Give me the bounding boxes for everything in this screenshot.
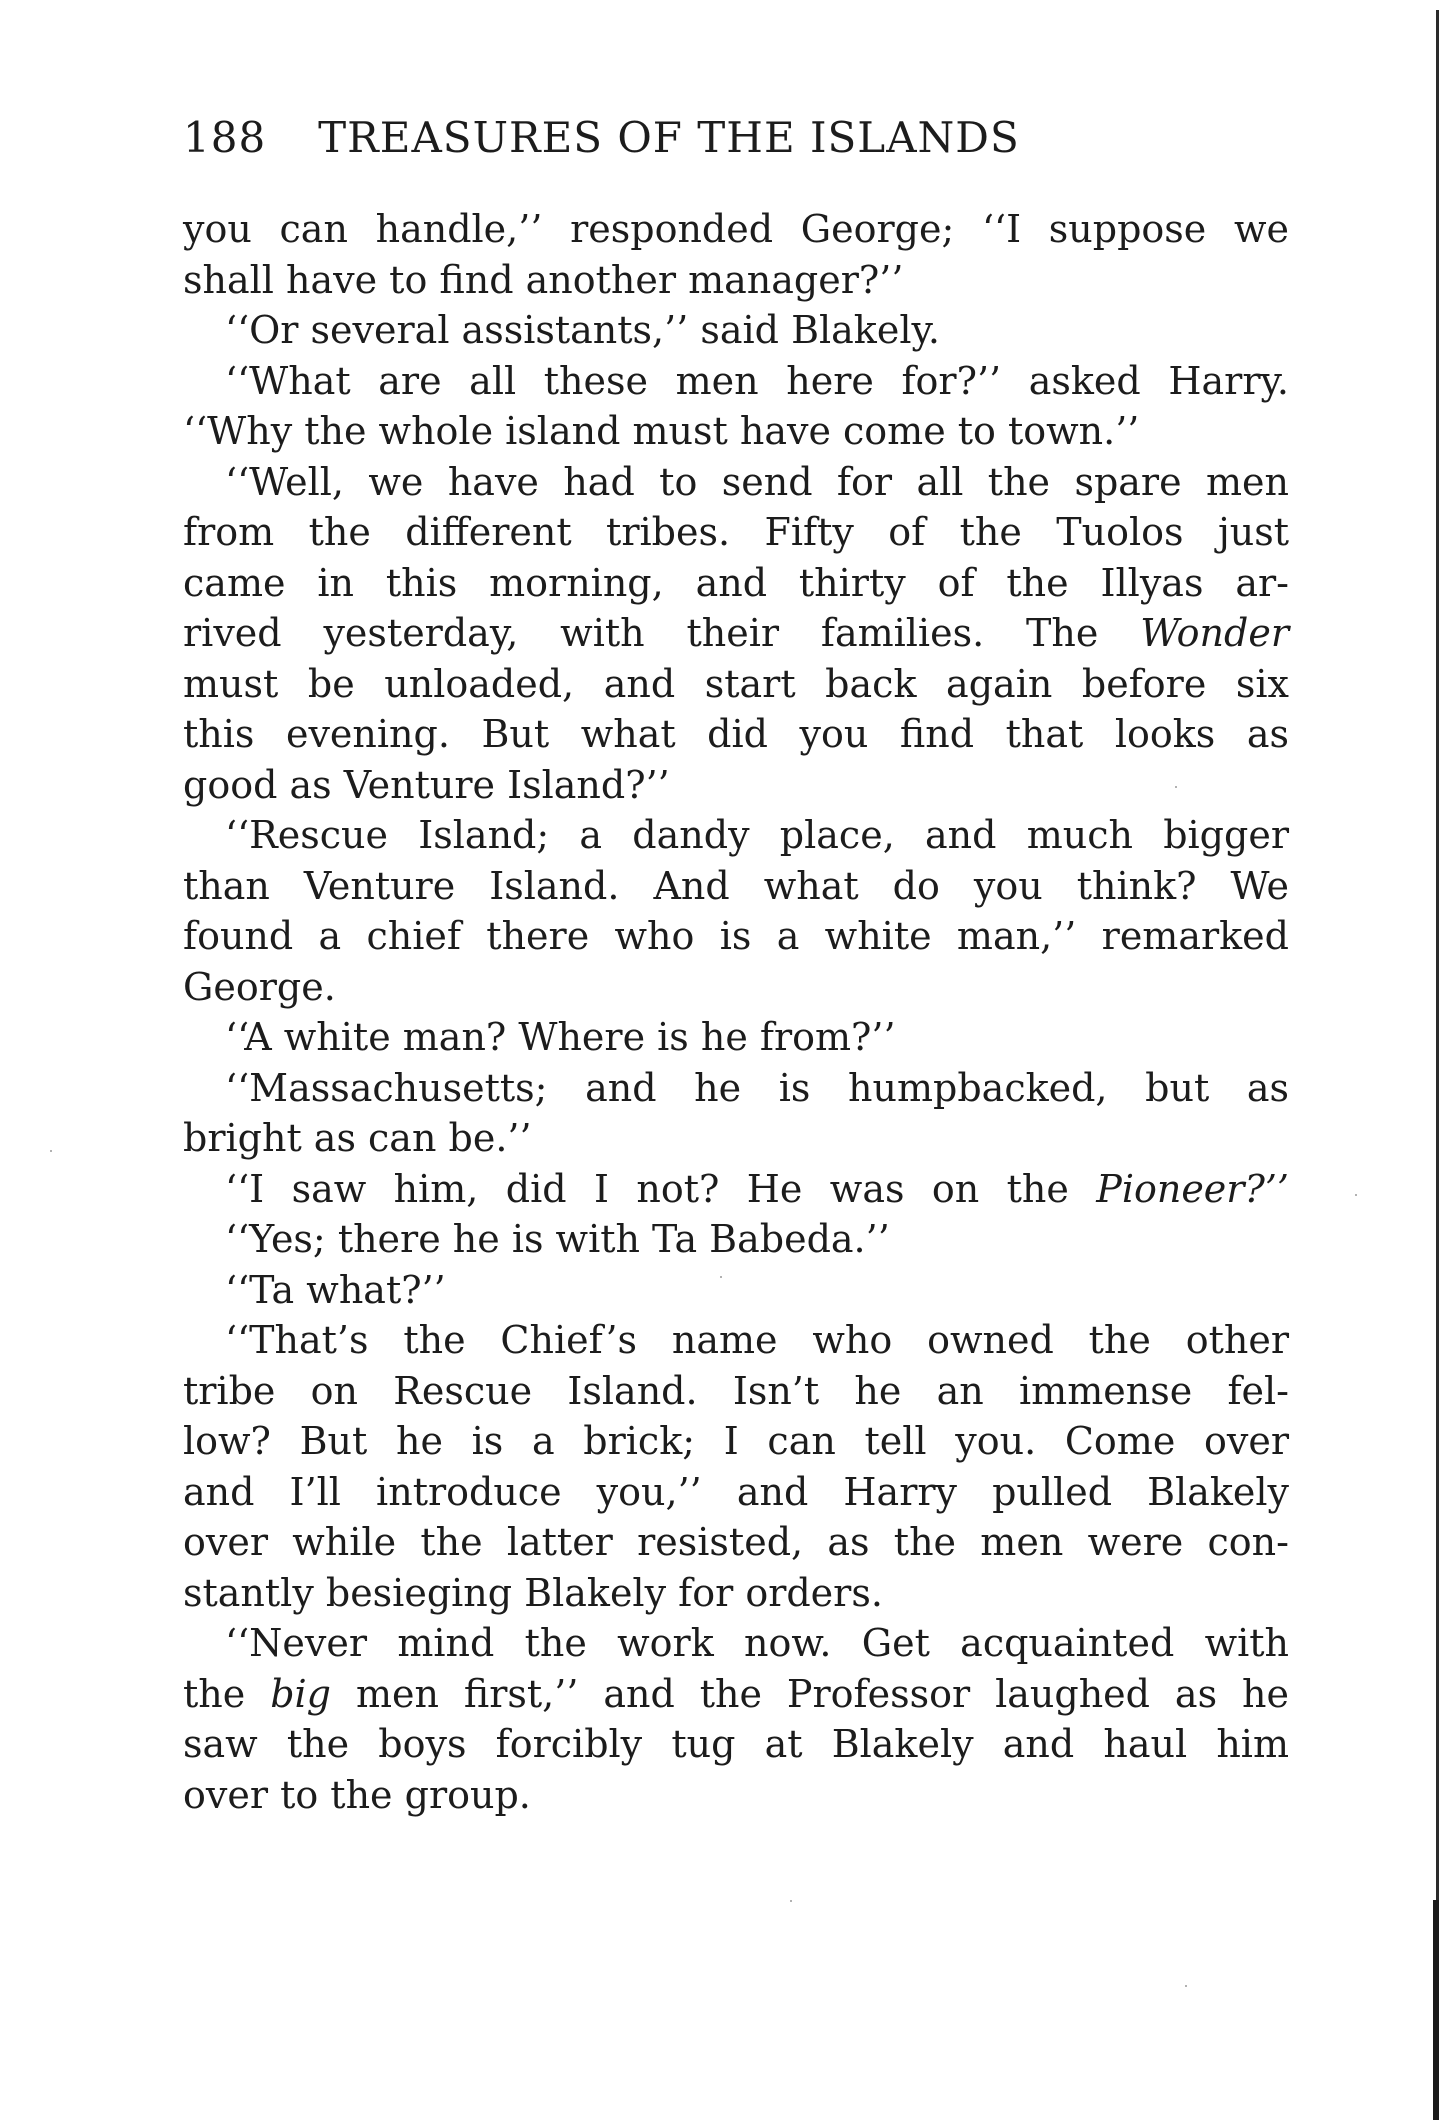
text-segment: must be unloaded, and start back again before six <box>183 661 1289 706</box>
text-segment: shall have to find another manager?’’ <box>183 257 904 302</box>
text-segment: you can handle,’’ responded George; ‘‘I suppose we <box>183 207 1289 251</box>
text-line <box>183 1467 1289 1518</box>
text-segment: this evening. But what did you find that looks as <box>183 712 1289 756</box>
text-line <box>183 760 1289 811</box>
text-segment: bright as can be.’’ <box>183 1116 532 1160</box>
paper-speck <box>720 1276 722 1278</box>
text-line <box>183 1770 1289 1821</box>
text-line <box>183 861 1289 912</box>
running-head-title: TREASURES OF THE ISLANDS <box>318 113 1020 162</box>
text-segment: good as Venture Island?’’ <box>183 762 670 807</box>
text-line <box>183 1719 1289 1770</box>
text-line <box>183 255 1289 306</box>
paper-speck <box>1185 1985 1187 1987</box>
text-line <box>183 1568 1289 1619</box>
paper-speck <box>1175 786 1177 788</box>
text-line <box>183 810 1289 861</box>
text-segment: rived yesterday, with their families. The <box>183 611 1141 655</box>
text-segment: than Venture Island. And what do you think? We <box>183 863 1289 908</box>
text-line <box>183 356 1289 407</box>
text-line <box>183 1063 1289 1114</box>
text-segment: George. <box>183 964 336 1009</box>
page-edge-line <box>1436 10 1439 2115</box>
text-segment: and I’ll introduce you,’’ and Harry pulled Blakely <box>183 1469 1289 1514</box>
text-segment: stantly besieging Blakely for orders. <box>183 1570 883 1615</box>
text-segment: ‘‘Yes; there he is with Ta Babeda.’’ <box>225 1217 890 1261</box>
text-line <box>183 911 1289 962</box>
text-segment: saw the boys forcibly tug at Blakely and haul him <box>183 1722 1289 1766</box>
text-segment: ‘‘What are all these men here for?’’ asked Harry. <box>225 358 1289 403</box>
text-line <box>183 305 1289 356</box>
text-line <box>183 1012 1289 1063</box>
text-line <box>183 659 1289 710</box>
text-segment: the <box>183 1671 271 1716</box>
text-segment: found a chief there who is a white man,’’ remarked <box>183 914 1289 958</box>
text-segment: ‘‘A white man? Where is he from?’’ <box>225 1015 896 1059</box>
text-line <box>183 558 1289 609</box>
text-line <box>183 709 1289 760</box>
text-line <box>183 962 1289 1013</box>
text-segment: ‘‘Or several assistants,’’ said Blakely. <box>225 308 940 352</box>
italic-text: Wonder <box>1140 611 1289 655</box>
text-line <box>183 1265 1289 1316</box>
text-line <box>183 1517 1289 1568</box>
text-line <box>183 1416 1289 1467</box>
text-segment: over to the group. <box>183 1772 531 1817</box>
text-line <box>183 1113 1289 1164</box>
text-line <box>183 1618 1289 1669</box>
text-segment: ‘‘That’s the Chief’s name who owned the other <box>225 1318 1289 1362</box>
text-segment: ‘‘Never mind the work now. Get acquainted with <box>225 1621 1289 1665</box>
text-segment: low? But he is a brick; I can tell you. Come over <box>183 1419 1289 1463</box>
text-segment: came in this morning, and thirty of the Illyas ar- <box>183 560 1289 605</box>
paper-speck <box>50 1150 52 1152</box>
paper-speck <box>790 1900 792 1902</box>
italic-text: big <box>270 1671 331 1716</box>
page-edge-shadow <box>1433 1900 1439 2120</box>
text-line <box>183 1164 1289 1215</box>
body-text <box>183 204 1289 1820</box>
text-segment: ‘‘Well, we have had to send for all the spare men <box>225 459 1289 504</box>
text-line <box>183 406 1289 457</box>
text-segment: ‘‘Massachusetts; and he is humpbacked, but as <box>225 1065 1289 1110</box>
text-line <box>183 1366 1289 1417</box>
text-line <box>183 608 1289 659</box>
text-segment: ‘‘I saw him, did I not? He was on the <box>225 1166 1097 1211</box>
paper-speck <box>1355 1194 1357 1196</box>
text-line <box>183 457 1289 508</box>
text-segment: men first,’’ and the Professor laughed as he <box>331 1671 1290 1716</box>
running-header <box>183 108 1283 168</box>
text-line <box>183 507 1289 558</box>
text-segment: tribe on Rescue Island. Isn’t he an immense fel- <box>183 1368 1289 1413</box>
text-segment: ‘‘Rescue Island; a dandy place, and much bigger <box>225 813 1289 857</box>
text-line <box>183 1669 1289 1720</box>
italic-text: Pioneer?’’ <box>1096 1166 1289 1211</box>
page-number: 188 <box>183 113 267 162</box>
text-line <box>183 204 1289 255</box>
text-segment: ‘‘Ta what?’’ <box>225 1267 446 1312</box>
text-segment: ‘‘Why the whole island must have come to town.’’ <box>183 409 1140 453</box>
text-segment: from the different tribes. Fifty of the Tuolos just <box>183 510 1289 554</box>
text-line <box>183 1214 1289 1265</box>
text-segment: over while the latter resisted, as the men were con- <box>183 1520 1289 1564</box>
text-line <box>183 1315 1289 1366</box>
